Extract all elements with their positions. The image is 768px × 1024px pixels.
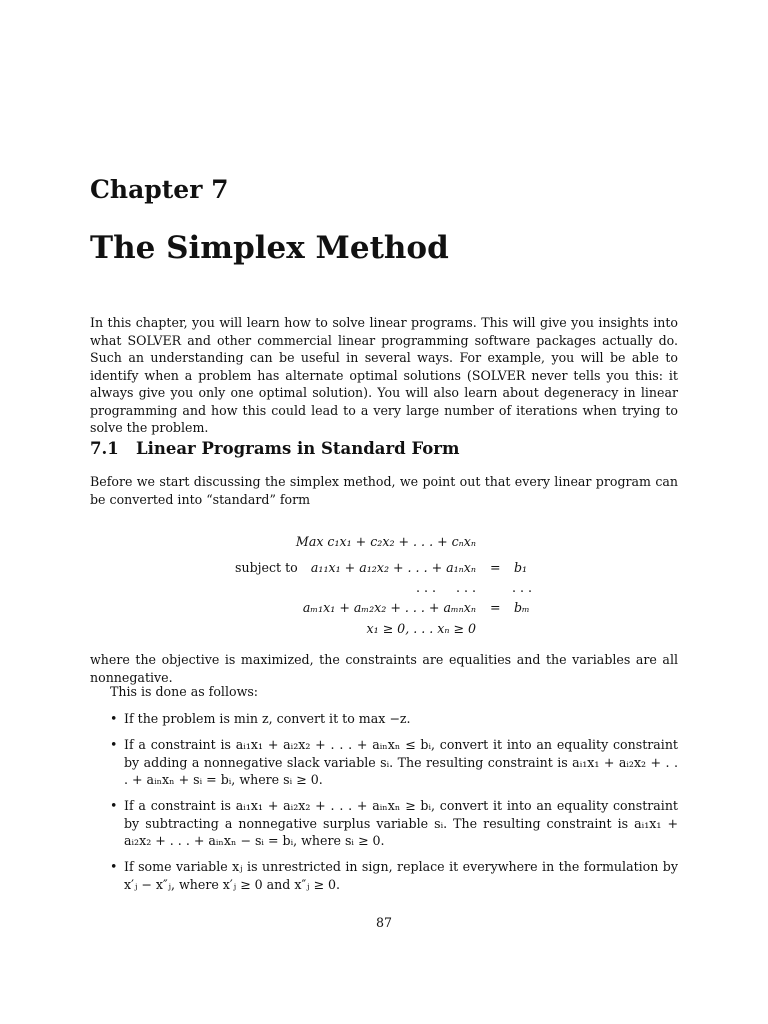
list-item-text: If the problem is min z, convert it to max −z. [124,711,411,726]
lp-row3-rhs: bₘ [514,600,530,615]
list-item-text: If a constraint is aᵢ₁x₁ + aᵢ₂x₂ + . . . + aᵢₙxₙ ≤ bᵢ, convert it into an equality constraint by adding a nonnegative slack variable sᵢ. The resulting constraint is aᵢ₁x₁ + aᵢ₂x₂ + . . . + aᵢₙxₙ + sᵢ = bᵢ, where sᵢ ≥ 0. [124,737,678,787]
bullet-icon: • [110,859,118,874]
list-item [90,736,678,789]
list-item-text: If some variable xⱼ is unrestricted in sign, replace it everywhere in the formulation by x′ⱼ − x″ⱼ, where x′ⱼ ≥ 0 and x″ⱼ ≥ 0. [124,859,678,892]
section-paragraph-3: This is done as follows: [110,684,259,699]
list-item-text: If a constraint is aᵢ₁x₁ + aᵢ₂x₂ + . . . + aᵢₙxₙ ≥ bᵢ, convert it into an equality constraint by subtracting a nonnegative surplus variable sᵢ. The resulting constraint is aᵢ₁x₁ + aᵢ₂x₂ + . . . + aᵢₙxₙ − sᵢ = bᵢ, where sᵢ ≥ 0. [124,798,678,848]
section-heading [90,439,459,458]
lp-row3-lhs: aₘ₁x₁ + aₘ₂x₂ + . . . + aₘₙxₙ [302,600,476,615]
lp-objective: Max c₁x₁ + c₂x₂ + . . . + cₙxₙ [295,534,476,549]
section-number: 7.1 [90,439,119,458]
list-item [90,858,678,893]
lp-row1-lhs: a₁₁x₁ + a₁₂x₂ + . . . + a₁ₙxₙ [310,560,476,575]
section-title: Linear Programs in Standard Form [136,439,460,458]
bullet-icon: • [110,711,118,726]
list-item [90,710,678,728]
lp-row2-lhs: . . . . . . [415,580,476,595]
lp-subject-to: subject to [235,560,298,575]
conversion-rules-list [90,710,678,902]
lp-row1-rhs: b₁ [514,560,528,575]
lp-row3-eq: = [490,600,501,615]
intro-paragraph: In this chapter, you will learn how to solve linear programs. This will give you insights into what SOLVER and other commercial linear programming software packages actually do. Such an understanding can be useful in several ways. For example, you will be able to identify when a problem has alternate optimal solutions (SOLVER never tells you this: it always give you only one optimal solution). You will also learn about degeneracy in linear programming and how this could lead to a very large number of iterations when trying to solve the problem. [90,315,678,435]
list-item [90,797,678,850]
lp-row1-eq: = [490,560,501,575]
lp-row2-rhs: . . . [512,580,533,595]
bullet-icon: • [110,798,118,813]
chapter-label: Chapter 7 [90,175,229,204]
page-number: 87 [375,915,393,930]
bullet-icon: • [110,737,118,752]
book-page [90,0,678,1024]
chapter-title: The Simplex Method [90,230,449,266]
section-paragraph-2: where the objective is maximized, the constraints are equalities and the variables are all nonnegative. [90,652,678,685]
section-paragraph-1: Before we start discussing the simplex method, we point out that every linear program can be converted into “standard” form [90,474,678,507]
lp-nonnegativity: x₁ ≥ 0, . . . xₙ ≥ 0 [366,621,476,636]
